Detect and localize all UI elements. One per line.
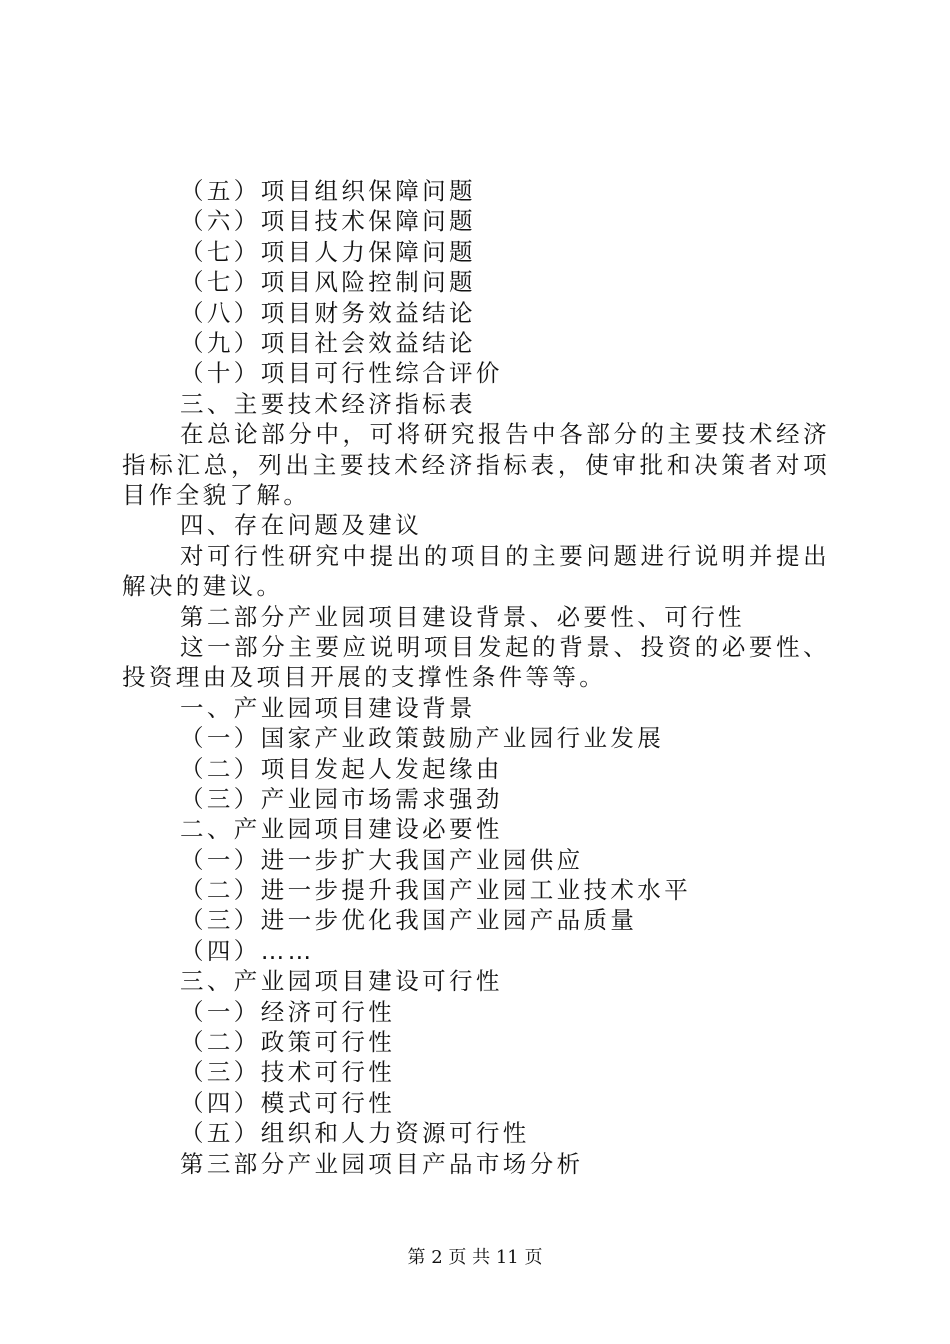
list-item-feasibility-2: （二）政策可行性: [180, 1028, 396, 1057]
list-item-background-1: （一）国家产业政策鼓励产业园行业发展: [180, 724, 665, 753]
heading-feasibility: 三、产业园项目建设可行性: [180, 967, 503, 996]
paragraph-problems: 对可行性研究中提出的项目的主要问题进行说明并提出解决的建议。: [122, 541, 830, 601]
heading-background: 一、产业园项目建设背景: [180, 693, 476, 722]
page-number-footer: 第 2 页 共 11 页: [407, 1247, 543, 1268]
document-body: [122, 176, 830, 1179]
list-item-section-8: （八）项目财务效益结论: [180, 298, 476, 327]
paragraph-part-two: 这一部分主要应说明项目发起的背景、投资的必要性、投资理由及项目开展的支撑性条件等等。: [122, 632, 830, 692]
list-item-feasibility-5: （五）组织和人力资源可行性: [180, 1119, 530, 1148]
heading-part-two: 第二部分产业园项目建设背景、必要性、可行性: [180, 602, 745, 631]
heading-necessity: 二、产业园项目建设必要性: [180, 815, 503, 844]
list-item-feasibility-4: （四）模式可行性: [180, 1088, 396, 1117]
list-item-necessity-3: （三）进一步优化我国产业园产品质量: [180, 906, 638, 935]
list-item-section-7b: （七）项目风险控制问题: [180, 268, 476, 297]
list-item-section-10: （十）项目可行性综合评价: [180, 359, 503, 388]
heading-part-three: 第三部分产业园项目产品市场分析: [180, 1149, 584, 1178]
paragraph-indicators: 在总论部分中，可将研究报告中各部分的主要技术经济指标汇总，列出主要技术经济指标表，使审批和决策者对项目作全貌了解。: [122, 420, 830, 509]
list-item-background-3: （三）产业园市场需求强劲: [180, 784, 503, 813]
list-item-necessity-1: （一）进一步扩大我国产业园供应: [180, 845, 584, 874]
list-item-section-9: （九）项目社会效益结论: [180, 328, 476, 357]
list-item-background-2: （二）项目发起人发起缘由: [180, 754, 503, 783]
list-item-necessity-4: （四）……: [180, 936, 315, 965]
list-item-section-7a: （七）项目人力保障问题: [180, 237, 476, 266]
list-item-feasibility-1: （一）经济可行性: [180, 997, 396, 1026]
list-item-feasibility-3: （三）技术可行性: [180, 1058, 396, 1087]
list-item-necessity-2: （二）进一步提升我国产业园工业技术水平: [180, 876, 692, 905]
heading-indicators-table: 三、主要技术经济指标表: [180, 389, 476, 418]
list-item-section-6: （六）项目技术保障问题: [180, 207, 476, 236]
list-item-section-5: （五）项目组织保障问题: [180, 177, 476, 205]
heading-problems-suggestions: 四、存在问题及建议: [180, 511, 423, 540]
